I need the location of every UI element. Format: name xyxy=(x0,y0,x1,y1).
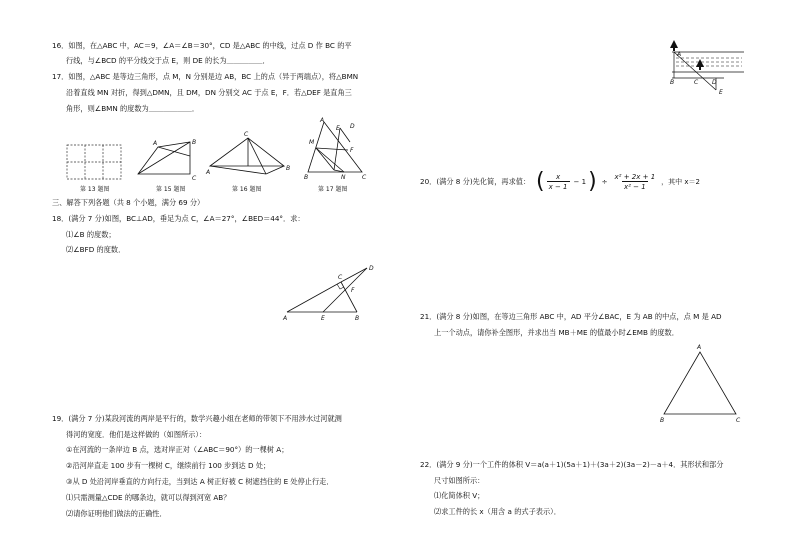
q22-sub2: ⑵求工件的长 x（用含 a 的式子表示）． xyxy=(434,507,561,516)
fig16-label-c: C xyxy=(244,131,249,138)
fig16-label-a: A xyxy=(206,169,211,176)
q17-line3: 角形，则∠BMN 的度数为＿＿＿＿＿＿． xyxy=(66,104,200,113)
figure-16 xyxy=(206,130,290,178)
fig19-label-a: A xyxy=(677,51,682,58)
q20-frac1-denominator: x − 1 xyxy=(548,183,568,191)
q18-line1: 18．(满分 7 分)如图，BC⊥AD，垂足为点 C，∠A＝27°，∠BED＝44°．求： xyxy=(52,214,305,223)
fig17-label-a: A xyxy=(320,117,325,124)
q20-divide: ÷ xyxy=(601,178,608,186)
fig18-label-f: F xyxy=(351,287,355,294)
q19-sub5: ⑵请你证明他们做法的正确性． xyxy=(66,509,167,518)
fig19-label-c: C xyxy=(694,79,699,86)
fig21-label-a: A xyxy=(697,344,702,351)
q22-sub1: ⑴化简体积 V； xyxy=(434,491,485,500)
fig17-label-e: E xyxy=(336,125,340,132)
figure-18 xyxy=(283,262,379,324)
figure-15 xyxy=(134,136,204,182)
fig18-label-c: C xyxy=(338,274,343,281)
q19-sub4: ⑴只需测量△CDE 的哪条边，就可以得到河宽 AB？ xyxy=(66,493,231,502)
q22-line1: 22．(满分 9 分)一个工件的体积 V＝a(a＋1)(5a＋1)＋(3a＋2)(3a－2)－a＋4．其形状和部分 xyxy=(420,460,724,469)
q20-minus-one: − 1 xyxy=(573,178,587,186)
fig17-label-c: C xyxy=(362,174,367,181)
fig19-label-d: D xyxy=(712,79,717,86)
fig21-label-c: C xyxy=(736,417,741,424)
q19-sub3: ③从 D 处沿河岸垂直的方向行走，当到达 A 树正好被 C 树遮挡住的 E 处停止行走． xyxy=(66,477,334,486)
caption-fig15: 第 15 题图 xyxy=(156,186,186,193)
fig17-label-d: D xyxy=(350,123,355,130)
q19-line2: 得河的宽度．他们是这样做的（如图所示）： xyxy=(66,430,207,439)
caption-fig13: 第 13 题图 xyxy=(80,186,110,193)
q20-expression: ( $\frac{x}{x - 1}$ − 1 ) ÷ $\frac{\text{x² + 2x + 1}}{\text{x² − 1}}$ ，其中 x＝2 xyxy=(536,169,700,194)
figure-19-river xyxy=(664,38,752,96)
q18-sub2: ⑵∠BFD 的度数． xyxy=(66,245,126,254)
fig18-label-e: E xyxy=(321,315,325,322)
q20-frac2-denominator: x² − 1 xyxy=(623,183,646,191)
q18-sub1: ⑴∠B 的度数； xyxy=(66,230,116,239)
fig21-label-b: B xyxy=(660,417,665,424)
fig17-label-m: M xyxy=(309,139,315,146)
q20-frac1-numerator: x xyxy=(555,173,561,181)
fig18-label-d: D xyxy=(369,265,374,272)
q17-line2: 沿着直线 MN 对折，得到△DMN，且 DM，DN 分别交 AC 于点 E，F．若△DEF 是直角三 xyxy=(66,88,352,97)
fig17-label-n: N xyxy=(341,174,346,181)
fig15-label-c: C xyxy=(192,175,197,182)
q22-line2: 尺寸如图所示： xyxy=(434,476,485,485)
q19-line1: 19．(满分 7 分)某段河流的两岸是平行的，数学兴趣小组在老师的带领下不用涉水过河就测 xyxy=(52,414,342,423)
q21-line1: 21．(满分 8 分)如图，在等边三角形 ABC 中，AD 平分∠BAC，E 为 AB 的中点，点 M 是 AD xyxy=(420,312,722,321)
fig18-label-b: B xyxy=(355,315,360,322)
q17-line1: 17．如图，△ABC 是等边三角形，点 M，N 分别是边 AB，BC 上的点（异于两端点），将△BMN xyxy=(52,72,359,81)
figure-21-triangle xyxy=(658,342,744,424)
q16-line2: 行线，与∠BCD 的平分线交于点 E，则 DE 的长为＿＿＿＿＿． xyxy=(66,56,270,65)
caption-fig16: 第 16 题图 xyxy=(232,186,262,193)
fig17-label-b: B xyxy=(304,174,309,181)
q20-frac2-numerator: x² + 2x + 1 xyxy=(614,173,656,181)
q19-sub2: ②沿河岸直走 100 步有一棵树 C，继续前行 100 步到达 D 处； xyxy=(66,461,271,470)
q20-prefix: 20．(满分 8 分)先化简，再求值： xyxy=(420,177,531,186)
q21-line2: 上一个动点，请你补全图形，并求出当 MB＋ME 的值最小时∠EMB 的度数． xyxy=(434,328,679,337)
figure-13-grid xyxy=(66,144,122,180)
caption-fig17: 第 17 题图 xyxy=(318,186,348,193)
fig15-label-b: B xyxy=(192,139,197,146)
fig19-label-b: B xyxy=(670,79,675,86)
fig15-label-a: A xyxy=(153,140,158,147)
q20-suffix: ，其中 x＝2 xyxy=(661,178,700,186)
fig19-label-e: E xyxy=(719,89,723,96)
section-3-heading: 三、解答下列各题（共 8 个小题，满分 69 分） xyxy=(52,198,205,207)
fig17-label-f: F xyxy=(350,147,354,154)
fig18-label-a: A xyxy=(283,315,288,322)
fig16-label-b: B xyxy=(286,165,291,172)
figure-17 xyxy=(304,118,370,180)
q19-sub1: ①在河流的一条岸边 B 点，选对岸正对（∠ABC＝90°）的一棵树 A； xyxy=(66,445,289,454)
q16-line1: 16．如图，在△ABC 中，AC＝9，∠A＝∠B＝30°，CD 是△ABC 的中线，过点 D 作 BC 的平 xyxy=(52,41,352,50)
